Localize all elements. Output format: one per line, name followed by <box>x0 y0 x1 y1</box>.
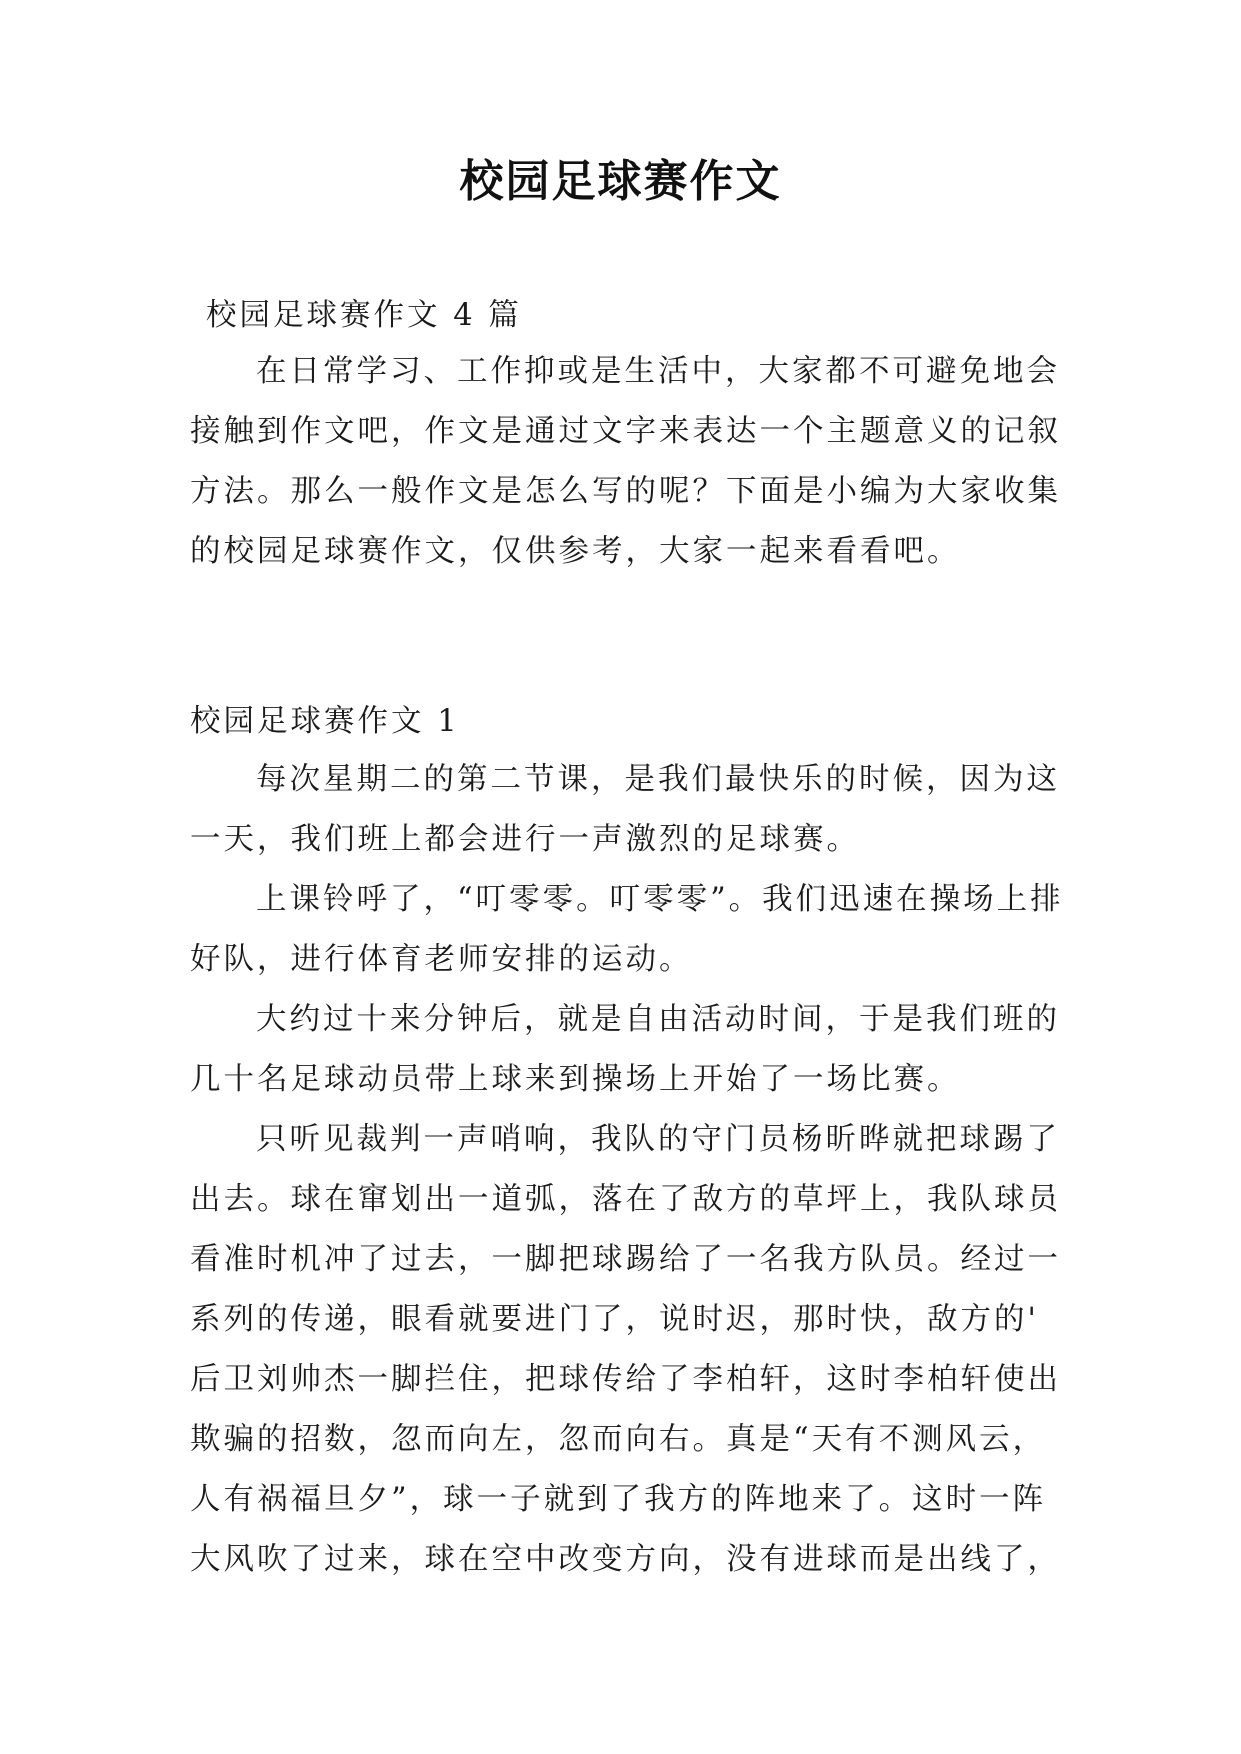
body-line: 系列的传递，眼看就要进门了，说时迟，那时快，敌方的' <box>190 1302 1039 1337</box>
document-subtitle: 校园足球赛作文 4 篇 <box>206 298 522 333</box>
body-line: 大风吹了过来，球在空中改变方向，没有进球而是出线了， <box>190 1542 1061 1577</box>
body-line: 几十名足球动员带上球来到操场上开始了一场比赛。 <box>190 1062 961 1097</box>
section-body <box>190 750 1070 1590</box>
body-line: 只听见裁判一声哨响，我队的守门员杨昕晔就把球踢了 <box>256 1122 1060 1157</box>
intro-paragraph <box>190 342 1070 582</box>
body-line: 出去。球在窜划出一道弧，落在了敌方的草坪上，我队球员 <box>190 1182 1061 1217</box>
document-subtitle-block <box>206 286 1086 346</box>
body-line: 人有祸福旦夕”，球一子就到了我方的阵地来了。这时一阵 <box>190 1482 1047 1517</box>
body-line: 欺骗的招数，忽而向左，忽而向右。真是“天有不测风云， <box>190 1422 1047 1457</box>
body-line: 每次星期二的第二节课，是我们最快乐的时候，因为这 <box>256 762 1060 797</box>
body-line: 后卫刘帅杰一脚拦住，把球传给了李柏轩，这时李柏轩使出 <box>190 1362 1061 1397</box>
body-line: 一天，我们班上都会进行一声激烈的足球赛。 <box>190 822 860 857</box>
body-line: 好队，进行体育老师安排的运动。 <box>190 942 693 977</box>
intro-line: 接触到作文吧，作文是通过文字来表达一个主题意义的记叙 <box>190 414 1061 449</box>
document-title: 校园足球赛作文 <box>459 156 782 207</box>
section-heading-block <box>190 692 1070 752</box>
body-line: 大约过十来分钟后，就是自由活动时间，于是我们班的 <box>256 1002 1060 1037</box>
intro-line: 方法。那么一般作文是怎么写的呢？下面是小编为大家收集 <box>190 474 1061 509</box>
body-line: 上课铃呼了，“叮零零。叮零零”。我们迅速在操场上排 <box>256 882 1064 917</box>
intro-line: 的校园足球赛作文，仅供参考，大家一起来看看吧。 <box>190 534 961 569</box>
body-line: 看准时机冲了过去，一脚把球踢给了一名我方队员。经过一 <box>190 1242 1061 1277</box>
intro-line: 在日常学习、工作抑或是生活中，大家都不可避免地会 <box>256 354 1060 389</box>
section-heading: 校园足球赛作文 1 <box>190 704 460 739</box>
